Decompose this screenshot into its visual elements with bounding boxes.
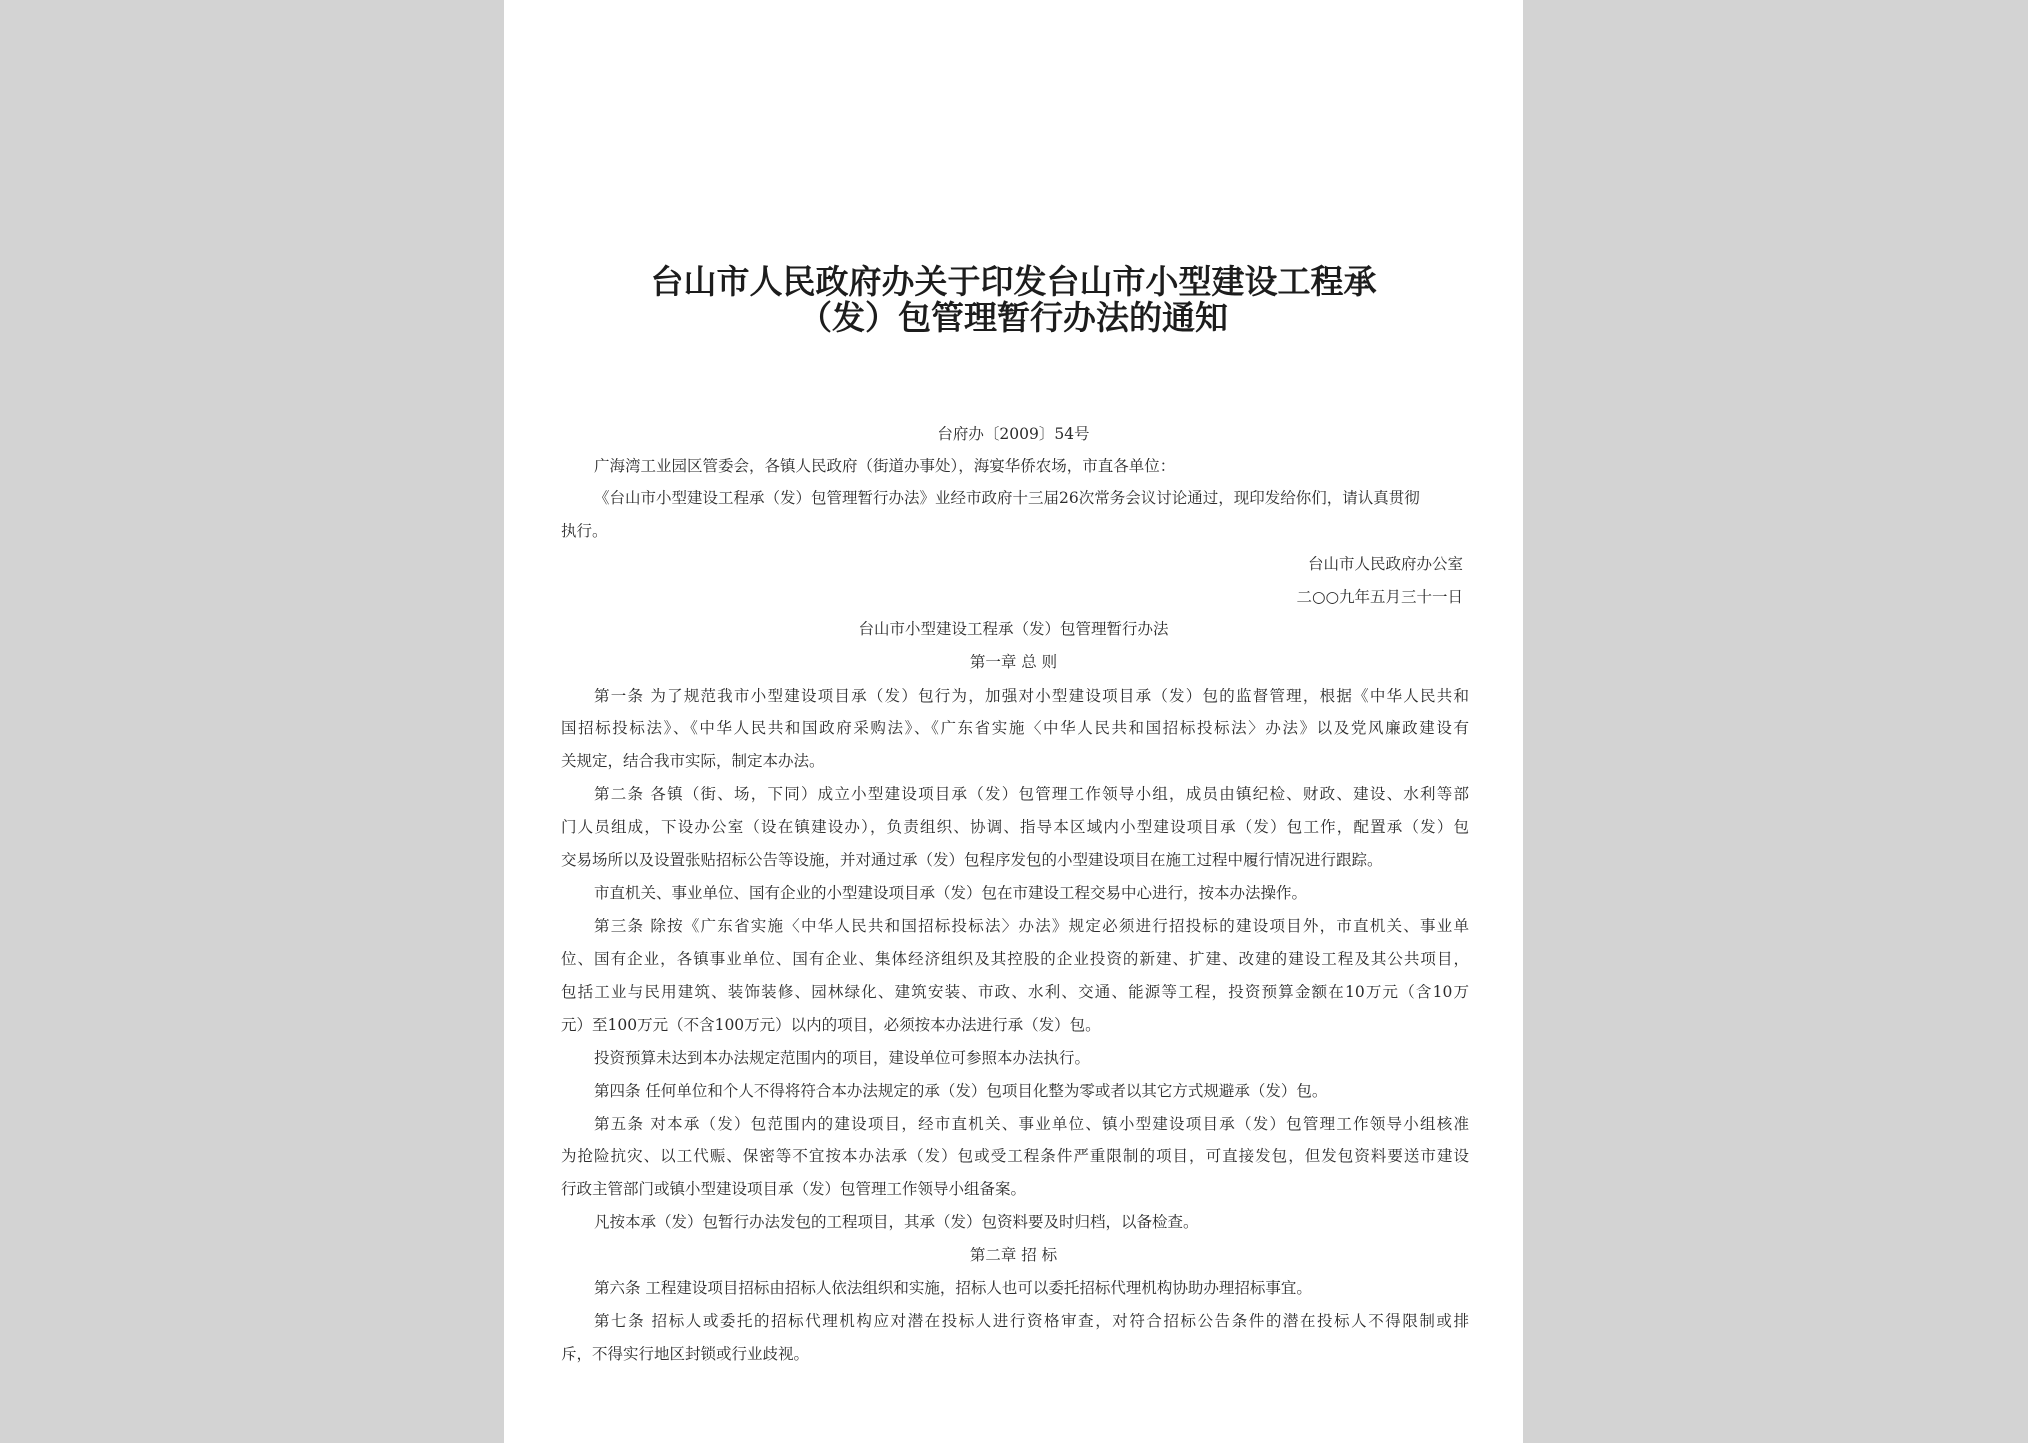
article-line: 位、国有企业，各镇事业单位、国有企业、集体经济组织及其控股的企业投资的新建、扩建、改建的建设工程及其公共项目， <box>561 950 1469 968</box>
article-line: 交易场所以及设置张贴招标公告等设施，并对通过承（发）包程序发包的小型建设项目在施工过程中履行情况进行跟踪。 <box>561 851 1383 869</box>
chapter-heading: 第二章 招 标 <box>969 1246 1058 1264</box>
article-line: 行政主管部门或镇小型建设项目承（发）包管理工作领导小组备案。 <box>561 1180 1027 1198</box>
addressee: 广海湾工业园区管委会，各镇人民政府（街道办事处），海宴华侨农场，市直各单位： <box>594 457 1176 475</box>
article-line: 第六条 工程建设项目招标由招标人依法组织和实施，招标人也可以委托招标代理机构协助办理招标事宜。 <box>594 1279 1312 1297</box>
intro-line: 《台山市小型建设工程承（发）包管理暂行办法》业经市政府十三届26次常务会议讨论通过，现印发给你们，请认真贯彻 <box>594 489 1420 507</box>
article-line: 投资预算未达到本办法规定范围内的项目，建设单位可参照本办法执行。 <box>594 1049 1091 1067</box>
article-line: 第一条 为了规范我市小型建设项目承（发）包行为，加强对小型建设项目承（发）包的监督管理，根据《中华人民共和 <box>594 687 1469 705</box>
article-line: 关规定，结合我市实际，制定本办法。 <box>561 752 825 770</box>
article-line: 第五条 对本承（发）包范围内的建设项目，经市直机关、事业单位、镇小型建设项目承（发）包管理工作领导小组核准 <box>594 1115 1469 1133</box>
article-line: 第四条 任何单位和个人不得将符合本办法规定的承（发）包项目化整为零或者以其它方式规避承（发）包。 <box>594 1082 1328 1100</box>
article-line: 第二条 各镇（街、场，下同）成立小型建设项目承（发）包管理工作领导小组，成员由镇纪检、财政、建设、水利等部 <box>594 785 1469 803</box>
article-line: 斥，不得实行地区封锁或行业歧视。 <box>561 1345 810 1363</box>
article-line: 第七条 招标人或委托的招标代理机构应对潜在投标人进行资格审查，对符合招标公告条件的潜在投标人不得限制或排 <box>594 1312 1469 1330</box>
issue-date: 二○○九年五月三十一日 <box>1296 588 1463 606</box>
rules-title: 台山市小型建设工程承（发）包管理暂行办法 <box>858 620 1169 638</box>
article-line: 门人员组成，下设办公室（设在镇建设办），负责组织、协调、指导本区域内小型建设项目承（发）包工作，配置承（发）包 <box>561 818 1469 836</box>
document-title-line-2: （发）包管理暂行办法的通知 <box>799 298 1228 337</box>
article-line: 元）至100万元（不含100万元）以内的项目，必须按本办法进行承（发）包。 <box>561 1016 1101 1034</box>
document-title-line-1: 台山市人民政府办关于印发台山市小型建设工程承 <box>650 262 1377 301</box>
intro-line: 执行。 <box>561 522 608 540</box>
document-number: 台府办〔2009〕54号 <box>937 425 1090 443</box>
article-line: 凡按本承（发）包暂行办法发包的工程项目，其承（发）包资料要及时归档，以备检查。 <box>594 1213 1199 1231</box>
article-line: 第三条 除按《广东省实施〈中华人民共和国招标投标法〉办法》规定必须进行招投标的建设项目外，市直机关、事业单 <box>594 917 1469 935</box>
article-line: 包括工业与民用建筑、装饰装修、园林绿化、建筑安装、市政、水利、交通、能源等工程，投资预算金额在10万元（含10万 <box>561 983 1469 1001</box>
issuer: 台山市人民政府办公室 <box>1307 555 1463 573</box>
article-line: 为抢险抗灾、以工代赈、保密等不宜按本办法承（发）包或受工程条件严重限制的项目，可直接发包，但发包资料要送市建设 <box>561 1147 1469 1165</box>
article-line: 国招标投标法》、《中华人民共和国政府采购法》、《广东省实施〈中华人民共和国招标投标法〉办法》以及党风廉政建设有 <box>561 719 1469 737</box>
document-page <box>504 0 1523 1443</box>
chapter-heading: 第一章 总 则 <box>969 653 1058 671</box>
article-line: 市直机关、事业单位、国有企业的小型建设项目承（发）包在市建设工程交易中心进行，按本办法操作。 <box>594 884 1308 902</box>
